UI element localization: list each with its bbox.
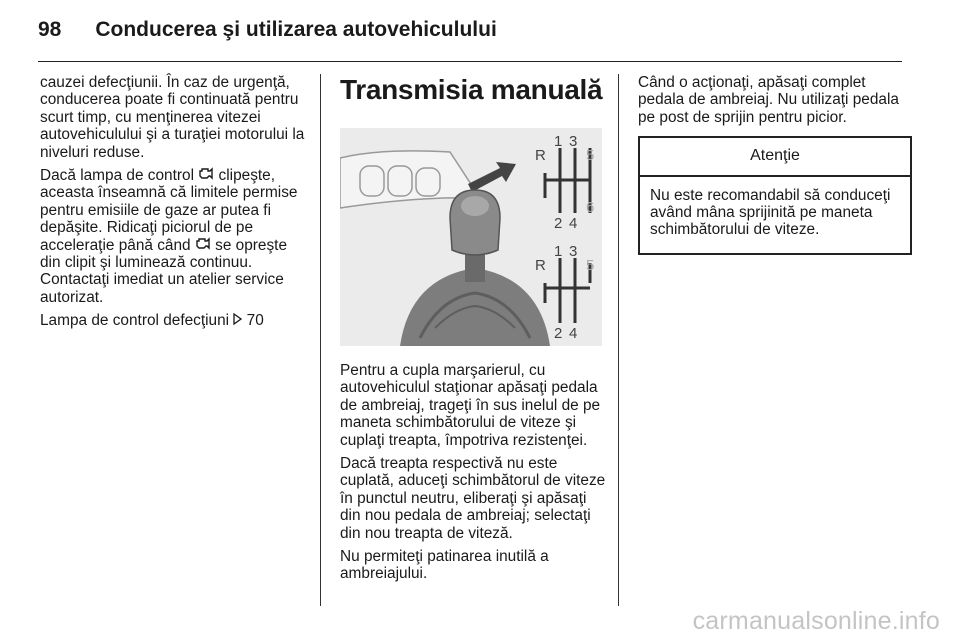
gear-label-r: R — [535, 147, 546, 164]
warning-box — [638, 136, 912, 255]
engine-malfunction-lamp-icon — [198, 167, 214, 184]
page-title: Conducerea şi utilizarea autovehiculului — [95, 18, 497, 41]
gear-label: 3 — [569, 133, 578, 150]
watermark: carmanualsonline.info — [692, 607, 940, 635]
paragraph: Dacă treapta respectivă nu este cuplată, aduceţi schimbătorul de viteze în punctul neutru, eliberaţi şi apăsaţi din nou pedala de ambreiaj; selectaţi din nou treapta de viteză. — [340, 455, 606, 542]
column-right — [638, 74, 906, 255]
gearshift-illustration — [340, 128, 602, 346]
warning-text: Nu este recomandabil să conduceţi având mâna sprijinită pe maneta schimbătorului de viteze. — [650, 186, 891, 239]
gear-label: 6 — [586, 199, 595, 216]
gear-label: 3 — [569, 243, 578, 260]
paragraph: Dacă lampa de control clipeşte, aceasta înseamnă că limitele permise pentru emisiile de gaze ar putea fi depăşite. Ridicaţi piciorul de pe acceleraţie până când se opreşte din clipit şi luminează continuu. Contactaţi imediat un atelier service autorizat. — [40, 167, 298, 306]
gear-pattern-6speed — [545, 148, 590, 213]
gear-label: 2 — [554, 215, 563, 232]
page-number: 98 — [38, 18, 62, 41]
gear-pattern-5speed — [545, 258, 590, 323]
section-title: Transmisia manuală — [340, 74, 603, 105]
warning-heading: Atenţie — [640, 138, 910, 176]
gear-label-r: R — [535, 257, 546, 274]
page-reference-link[interactable]: 70 — [246, 312, 264, 330]
column-divider — [618, 74, 619, 606]
gear-label: 5 — [586, 257, 595, 274]
page-header — [38, 18, 497, 48]
paragraph: cauzei defecţiunii. În caz de urgenţă, conducerea poate fi continuată pentru scurt timp, cu menţinerea vitezei autovehiculului şi a turaţiei motorului la niveluri reduse. — [40, 74, 305, 161]
engine-malfunction-lamp-icon — [195, 237, 211, 254]
gear-label: 2 — [554, 325, 563, 342]
paragraph: Nu permiteţi patinarea inutilă a ambreiajului. — [340, 548, 549, 583]
gear-label: 4 — [569, 325, 578, 342]
paragraph: Lampa de control defecţiuni 70 — [40, 312, 264, 330]
direction-arrow-icon — [468, 162, 516, 192]
column-divider — [320, 74, 321, 606]
column-middle — [340, 74, 608, 589]
page-reference-triangle-icon — [233, 312, 242, 329]
paragraph: Pentru a cupla marşarierul, cu autovehiculul staţionar apăsaţi pedala de ambreiaj, trageţi în sus inelul de pe maneta schimbătorului de viteze şi cuplaţi treapta, împotriva rezistenţei. — [340, 362, 601, 449]
gear-label: 1 — [554, 133, 563, 150]
header-rule — [38, 61, 902, 62]
gear-label: 5 — [586, 147, 595, 164]
column-left — [40, 74, 308, 336]
gear-label: 4 — [569, 215, 578, 232]
paragraph: Când o acţionaţi, apăsaţi complet pedala de ambreiaj. Nu utilizaţi pedala pe post de sprijin pentru picior. — [638, 74, 899, 126]
gear-label: 1 — [554, 243, 563, 260]
